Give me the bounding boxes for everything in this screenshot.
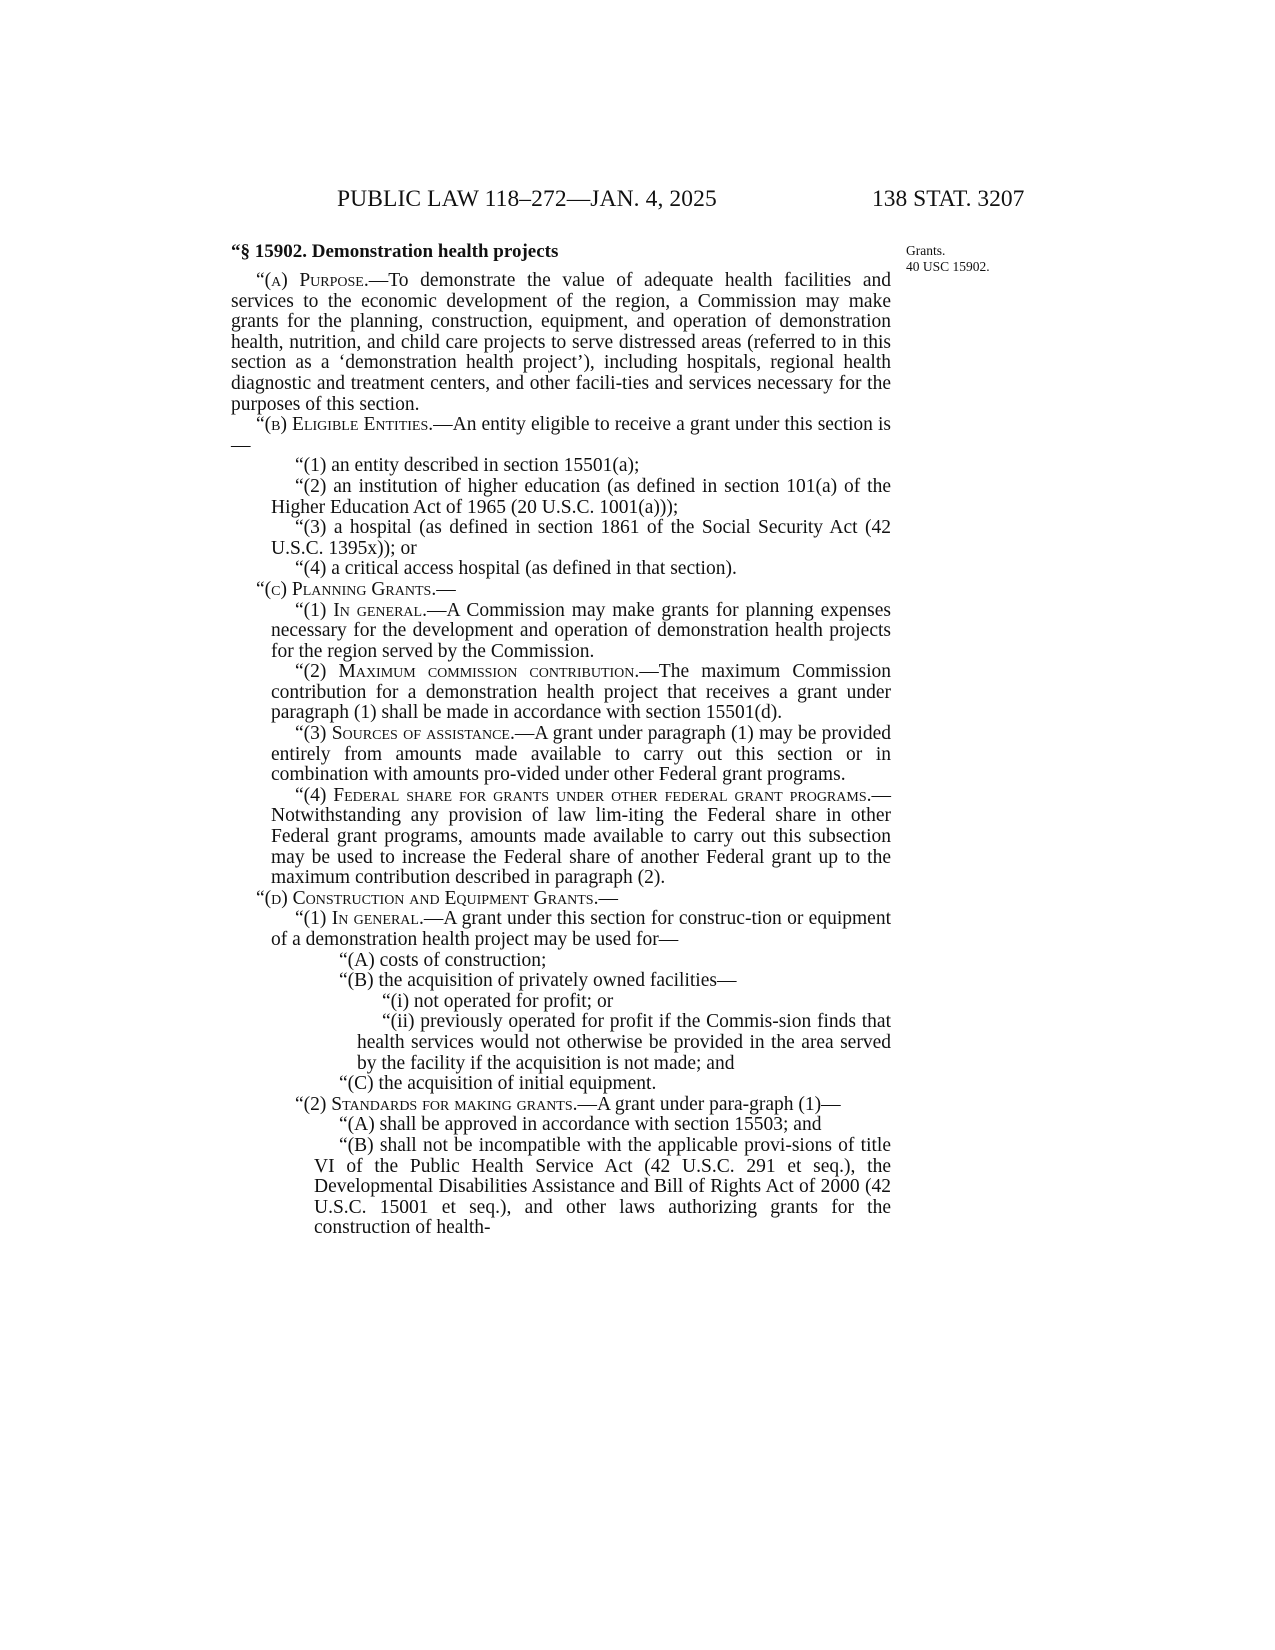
paragraph-heading: “(2) Standards for making grants.	[295, 1093, 578, 1115]
paragraph-d-1	[231, 909, 891, 950]
paragraph-heading: “(1) In general.	[295, 908, 424, 930]
paragraph-heading: “(a) Purpose.	[256, 270, 369, 291]
page-header-title: PUBLIC LAW 118–272—JAN. 4, 2025	[337, 186, 717, 212]
paragraph-d	[231, 889, 891, 910]
statute-body	[231, 271, 891, 1239]
margin-note: 40 USC 15902.	[906, 259, 990, 274]
paragraph-text: “(4) a critical access hospital (as defined in that section).	[295, 558, 737, 580]
paragraph-d-1-b-ii	[231, 1012, 891, 1074]
paragraph-d-1-b-i	[231, 992, 891, 1013]
paragraph-text: “(2) an institution of higher education (as defined in section 101(a) of the Higher Education Act of 1965 (20 U.S.C. 1001(a)));	[271, 475, 891, 518]
paragraph-heading: “(c) Planning Grants.	[256, 578, 437, 600]
paragraph-d-2-a	[231, 1115, 891, 1136]
paragraph-text: —Notwithstanding any provision of law lim-iting the Federal share in other Federal grant programs, amounts made available to carry out this subsection may be used to increase the Federal share of another Federal grant up to the maximum contribution described in paragraph (2).	[271, 784, 891, 889]
paragraph-text: —The maximum Commission contribution for a demonstration health project that receives a grant under paragraph (1) shall be made in accordance with section 15501(d).	[271, 661, 891, 724]
paragraph-text: “(A) costs of construction;	[339, 949, 547, 971]
paragraph-heading: “(4) Federal share for grants under other federal grant programs.	[295, 784, 872, 806]
paragraph-c	[231, 580, 891, 601]
paragraph-b	[231, 415, 891, 456]
paragraph-c-1	[231, 601, 891, 663]
paragraph-text: —A grant under this section for construc-tion or equipment of a demonstration health project may be used for—	[271, 908, 891, 950]
paragraph-d-1-b	[231, 971, 891, 992]
section-heading: “§ 15902. Demonstration health projects	[231, 241, 559, 262]
paragraph-text: —A grant under paragraph (1) may be provided entirely from amounts made available to carry out this section or in combination with amounts pro-vided under other Federal grant programs.	[271, 723, 891, 786]
paragraph-c-3	[231, 724, 891, 786]
paragraph-c-4	[231, 786, 891, 889]
paragraph-c-2	[231, 662, 891, 724]
page-header-stat-citation: 138 STAT. 3207	[872, 186, 1025, 212]
paragraph-text: “(i) not operated for profit; or	[382, 990, 614, 1012]
paragraph-text: “(C) the acquisition of initial equipment.	[339, 1073, 657, 1095]
paragraph-text: “(B) shall not be incompatible with the applicable provi-sions of title VI of the Public Health Service Act (42 U.S.C. 291 et seq.), the Developmental Disabilities Assistance and Bill of Rights Act of 2000 (42 U.S.C. 15001 et seq.), and other laws authorizing grants for the construction of health-	[314, 1134, 891, 1239]
paragraph-heading: “(d) Construction and Equipment Grants.	[256, 887, 599, 909]
paragraph-d-1-c	[231, 1074, 891, 1095]
paragraph-text: “(1) an entity described in section 15501(a);	[295, 455, 640, 477]
paragraph-heading: “(1) In general.	[295, 599, 427, 621]
paragraph-heading: “(3) Sources of assistance.	[295, 723, 515, 745]
margin-note: Grants.	[906, 243, 946, 258]
paragraph-b-1	[231, 456, 891, 477]
paragraph-a	[231, 271, 891, 415]
margin-notes	[906, 243, 990, 275]
paragraph-text: “(A) shall be approved in accordance with section 15503; and	[339, 1114, 822, 1136]
paragraph-text: —A Commission may make grants for planning expenses necessary for the development and operation of demonstration health projects for the region served by the Commission.	[271, 599, 892, 662]
paragraph-text: “(3) a hospital (as defined in section 1861 of the Social Security Act (42 U.S.C. 1395x)); or	[271, 517, 891, 559]
paragraph-d-2	[231, 1095, 891, 1116]
paragraph-d-1-a	[231, 951, 891, 972]
paragraph-text: “(B) the acquisition of privately owned facilities—	[339, 970, 737, 992]
paragraph-text: “(ii) previously operated for profit if the Commis-sion finds that health services would not otherwise be provided in the area served by the facility if the acquisition is not made; and	[357, 1011, 891, 1074]
paragraph-b-4	[231, 559, 891, 580]
paragraph-text: —An entity eligible to receive a grant under this section is—	[231, 414, 891, 456]
paragraph-heading: “(b) Eligible Entities.	[256, 414, 434, 436]
paragraph-text: —	[436, 578, 456, 600]
paragraph-d-2-b	[231, 1136, 891, 1239]
paragraph-heading: “(2) Maximum commission contribution.	[295, 661, 640, 683]
paragraph-text: —To demonstrate the value of adequate health facilities and services to the economic development of the region, a Commission may make grants for the planning, construction, equipment, and operation of demonstration health, nutrition, and child care projects to serve distressed areas (referred to in this section as a ‘demonstration health project’), including hospitals, regional health diagnostic and treatment centers, and other facili-ties and services necessary for the purposes of this section.	[231, 270, 892, 415]
paragraph-text: —A grant under para-graph (1)—	[577, 1093, 841, 1115]
paragraph-b-2	[231, 477, 891, 518]
paragraph-text: —	[598, 887, 618, 909]
paragraph-b-3	[231, 518, 891, 559]
